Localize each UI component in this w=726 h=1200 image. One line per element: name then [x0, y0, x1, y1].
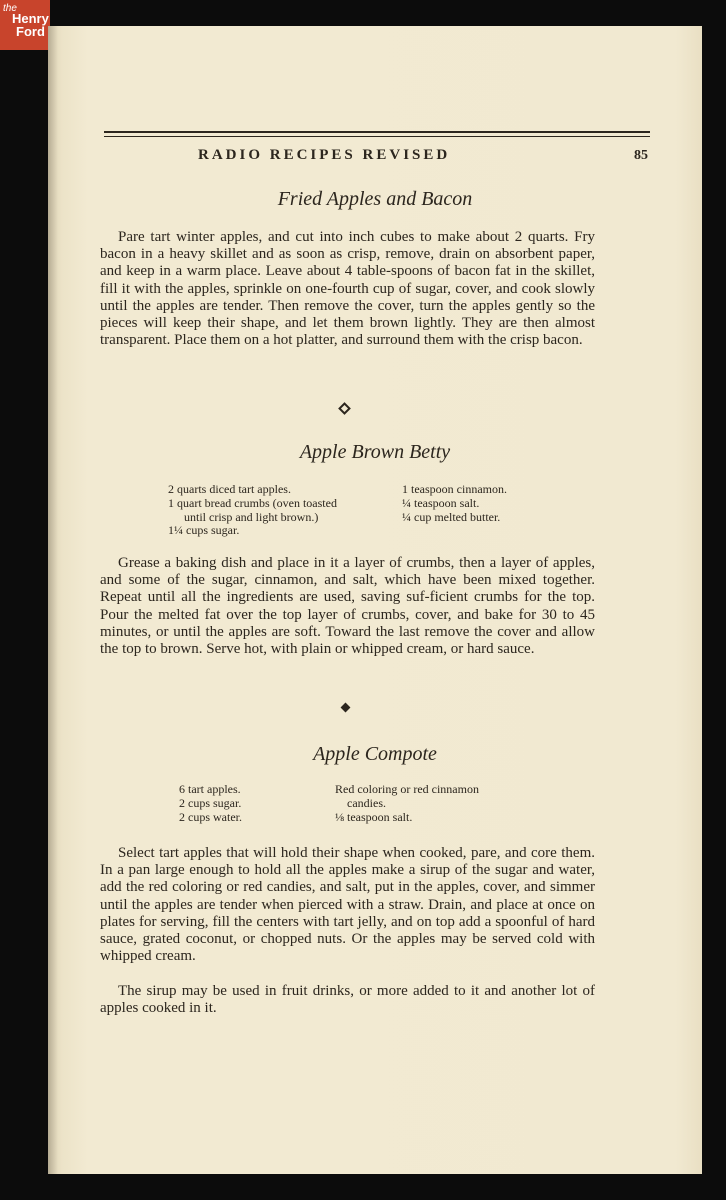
diamond-ornament-icon: [338, 402, 351, 415]
recipe-title-brown-betty: Apple Brown Betty: [299, 441, 451, 463]
ingredient-item: 6 tart apples.: [179, 782, 241, 796]
logo-henry: Henry: [12, 11, 49, 26]
recipe-paragraph: The sirup may be used in fruit drinks, or more added to it and another lot of apples cooked in it.: [100, 983, 595, 1017]
ingredient-item: ⅛ teaspoon salt.: [335, 809, 413, 824]
header-rule-thin: [104, 136, 650, 137]
recipe-title-apple-compote: Apple Compote: [313, 743, 437, 765]
ingredients-right: [402, 483, 507, 524]
ingredient-item: until crisp and light brown.): [184, 509, 319, 524]
ingredient-item: 2 quarts diced tart apples.: [168, 482, 291, 496]
ingredient-item: 1 teaspoon cinnamon.: [402, 482, 507, 496]
ingredient-item: 1 quart bread crumbs (oven toasted: [168, 495, 337, 510]
ingredient-item: 1¼ cups sugar.: [168, 523, 240, 538]
ingredient-item: 2 cups sugar.: [179, 795, 242, 810]
page-number: 85: [634, 148, 648, 163]
ingredient-item: ¼ cup melted butter.: [402, 509, 501, 524]
henry-ford-logo: [0, 0, 50, 50]
header-rule-thick: [104, 131, 650, 133]
ingredient-item: candies.: [347, 795, 386, 810]
recipe-paragraph: Pare tart winter apples, and cut into inch cubes to make about 2 quarts. Fry bacon in a heavy skillet and as soon as crisp, remove, drain on absorbent paper, and keep in a warm place. Leave about 4 table-spoons of bacon fat in the skillet, fill it with the apples, sprinkle on one-fourth cup of sugar, cover, and cook slowly until the apples are tender. Then remove the cover, turn the apples gently so the pieces will keep their shape, and let them brown lightly. They are then almost transparent. Place them on a hot platter, and surround them with the crisp bacon.: [100, 229, 595, 349]
logo-ford: Ford: [16, 24, 45, 39]
ingredient-item: Red coloring or red cinnamon: [335, 782, 479, 796]
recipe-paragraph: Grease a baking dish and place in it a layer of crumbs, then a layer of apples, and some of the sugar, cinnamon, and salt, which have been mixed together. Repeat until all the ingredients are used, saving suf-ficient crumbs for the top. Pour the melted fat over the top layer of crumbs, cover, and bake for 30 to 45 minutes, or until the apples are soft. Toward the last remove the cover and allow the top to brown. Serve hot, with plain or whipped cream, or hard sauce.: [100, 555, 595, 658]
book-page: [48, 26, 702, 1174]
ingredients-right: [335, 783, 479, 824]
ingredients-left: [179, 783, 242, 824]
ingredients-left: [168, 483, 337, 538]
recipe-title-fried-apples: Fried Apples and Bacon: [277, 188, 473, 210]
diamond-ornament-icon: [341, 703, 351, 713]
recipe-paragraph: Select tart apples that will hold their shape when cooked, pare, and core them. In a pan large enough to hold all the apples make a sirup of the sugar and water, add the red coloring or red candies, and salt, put in the apples, cover, and simmer until the apples are tender when pierced with a straw. Drain, and place at once on plates for serving, fill the centers with tart jelly, and on top add a spoonful of hard sauce, grated coconut, or chopped nuts. Or the apples may be served cold with whipped cream.: [100, 845, 595, 965]
running-head: RADIO RECIPES REVISED: [198, 147, 451, 163]
logo-the: the: [3, 3, 17, 14]
ingredient-item: 2 cups water.: [179, 809, 242, 824]
ingredient-item: ¼ teaspoon salt.: [402, 495, 480, 510]
